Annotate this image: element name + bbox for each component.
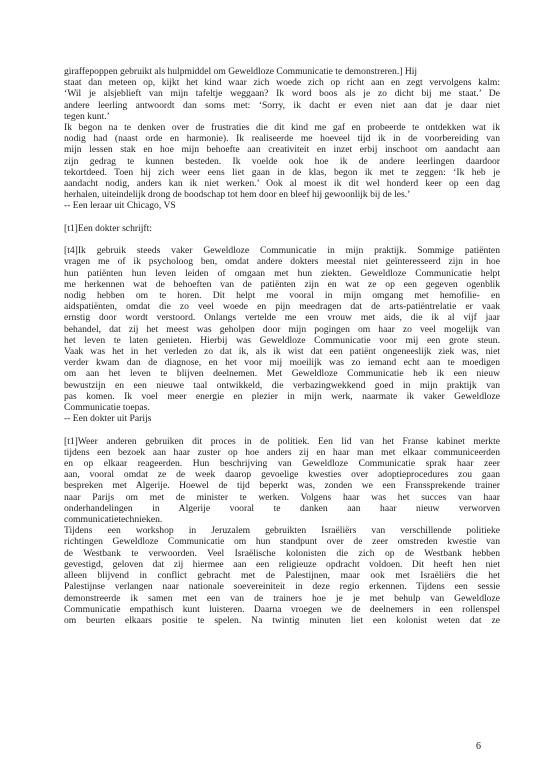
- text-line: vragen me of ik psycholoog ben, omdat andere dokters meestal niet geïnteresseerd zijn in hoe: [64, 256, 500, 268]
- text-line: [t1]Een dokter schrijft:: [64, 222, 152, 234]
- text-line: giraffepoppen gebruikt als hulpmiddel om Geweldloze Communicatie te demonstreren.] Hij: [64, 66, 418, 77]
- text-line: tijdens een bezoek aan haar zuster op hoe anders zij en haar man met elkaar communiceerden: [64, 446, 500, 458]
- text-line: ‘Wil je alsjeblieft van mijn tafeltje weggaan? Ik word boos als je zo dicht bij me staat.’ De: [64, 88, 500, 100]
- text-line: -- Een leraar uit Chicago, VS: [64, 200, 176, 212]
- text-line: Tijdens een workshop in Jeruzalem gebruikten Israëliërs van verschillende politieke: [64, 525, 500, 537]
- text-line: richtingen Geweldloze Communicatie om hun standpunt over de zeer omstreden kwestie van: [64, 536, 500, 548]
- text-line: ernstig door wordt verstoord. Onlangs vertelde me een vrouw met aids, die ik al vijf jaar: [64, 312, 500, 324]
- text-line: -- Een dokter uit Parijs: [64, 413, 152, 425]
- text-line: [t1]Weer anderen gebruiken dit proces in de politiek. Een lid van het Franse kabinet merkte: [64, 435, 500, 447]
- text-line: Ik begon na te denken over de frustraties die dit kind me gaf en probeerde te ontdekken wat ik: [64, 122, 500, 134]
- text-line: aan, vooral omdat ze de week daarop gevoelige kwesties over adoptieprocedures zou gaan: [64, 469, 500, 481]
- text-line: om beurten elkaars positie te spelen. Na twintig minuten liet een kolonist weten dat ze: [64, 614, 500, 626]
- text-line: onderhandelingen in Algerije vooral te danken aan haar nieuw verworven: [64, 502, 500, 514]
- text-line: zijn gedrag te kunnen besteden. Ik voelde ook hoe ik de andere leerlingen daardoor: [64, 155, 500, 167]
- text-line: het leven te laten genieten. Hierbij was Geweldloze Communicatie voor mij een grote steun.: [64, 334, 500, 346]
- text-line: andere leerling antwoordt dan soms met: ‘Sorry, ik dacht er even niet aan dat je daar niet: [64, 99, 500, 111]
- text-line: bespreken met Algerije. Hoewel de tijd beperkt was, zonden we een Franssprekende trainer: [64, 480, 500, 492]
- document-body: [64, 66, 500, 626]
- text-line: tegen kunt.’: [64, 110, 110, 122]
- text-line: Palestijnse verlangen naar nationale soevereiniteit in deze regio erkennen. Tijdens een sessie: [64, 581, 500, 593]
- text-line: Communicatie empathisch kunt luisteren. Daarna vroegen we de deelnemers in een rollenspel: [64, 603, 500, 615]
- text-line: bewustzijn en een nieuwe taal ontwikkeld, die verbazingwekkend goed in mijn praktijk van: [64, 379, 500, 391]
- text-line: nodig had (naast orde en harmonie). Ik realiseerde me hoeveel tijd ik in de voorbereiding van: [64, 133, 500, 145]
- text-line: verder kwam dan de diagnose, en het voor mij moeilijk was zo iemand echt aan te moedigen: [64, 357, 500, 369]
- text-line: aidspatiënten, omdat die zo veel woede en pijn meedragen dat de arts-patiëntrelatie er vaak: [64, 301, 500, 313]
- text-line: Vaak was het in het verleden zo dat ik, als ik wist dat een patiënt ongeneeslijk ziek was, niet: [64, 346, 500, 358]
- paragraph: [64, 245, 500, 424]
- text-line: de Westbank te verwoorden. Veel Israëlische kolonisten die zich op de Westbank hebben: [64, 547, 500, 559]
- text-line: herhalen, uiteindelijk drong de boodschap tot hem door en bleef hij gewoonlijk bij de les.’: [64, 189, 411, 201]
- paragraph-gap: [64, 212, 500, 223]
- text-line: pas komen. Ik voel meer energie en plezier in mijn werk, naarmate ik vaker Geweldloze: [64, 390, 500, 402]
- text-line: nodig hebben om te horen. Dit helpt me vooral in mijn omgang met hemofilie- en: [64, 290, 500, 302]
- page-number: 6: [476, 741, 481, 752]
- text-line: communicatietechnieken.: [64, 514, 163, 526]
- text-line: tekortdeed. Toen hij zich weer eens liet gaan in de klas, begon ik met te zeggen: ‘Ik heb je: [64, 166, 500, 178]
- paragraph: [64, 223, 500, 234]
- text-line: behandel, dat zij het meest was geholpen door mijn pogingen om haar zo veel mogelijk van: [64, 323, 500, 335]
- text-line: naar Parijs om met de minister te werken. Volgens haar was het succes van haar: [64, 491, 500, 503]
- text-line: [t4]Ik gebruik steeds vaker Geweldloze Communicatie in mijn praktijk. Sommige patiënten: [64, 245, 500, 257]
- paragraph: [64, 436, 500, 626]
- text-line: en op elkaar reageerden. Hun beschrijving van Geweldloze Communicatie sprak haar zeer: [64, 458, 500, 470]
- text-line: gevestigd, geloven dat zij hiermee aan een religieuze opdracht voldoen. Dit heeft hen niet: [64, 558, 500, 570]
- text-line: hun patiënten hun leven leiden of omgaan met hun ziekten. Geweldloze Communicatie helpt: [64, 267, 500, 279]
- text-line: mijn lessen stak en hoe mijn behoefte aan creativiteit en inzet erbij inschoot om aandacht aan: [64, 144, 500, 156]
- text-line: Communicatie toepas.: [64, 402, 150, 414]
- paragraph-gap: [64, 424, 500, 435]
- text-line: staat dan meteen op, kijkt het kind waar zich woede zich op richt aan en zegt vervolgens kalm:: [64, 77, 500, 89]
- text-line: demonstreerde ik samen met een van de trainers hoe je je met behulp van Geweldloze: [64, 592, 500, 604]
- text-line: om aan het leven te blijven deelnemen. Met Geweldloze Communicatie heb ik een nieuw: [64, 368, 500, 380]
- text-line: aandacht nodig, anders kan ik niet werken.’ Ook al moest ik dit wel honderd keer op een dag: [64, 178, 500, 190]
- text-line: me herkennen wat de behoeften van de patiënten zijn en wat ze op een gegeven ogenblik: [64, 278, 500, 290]
- paragraph: [64, 66, 500, 212]
- text-line: alleen blijvend in conflict gebracht met de Palestijnen, maar ook met Israëliërs die het: [64, 570, 500, 582]
- paragraph-gap: [64, 234, 500, 245]
